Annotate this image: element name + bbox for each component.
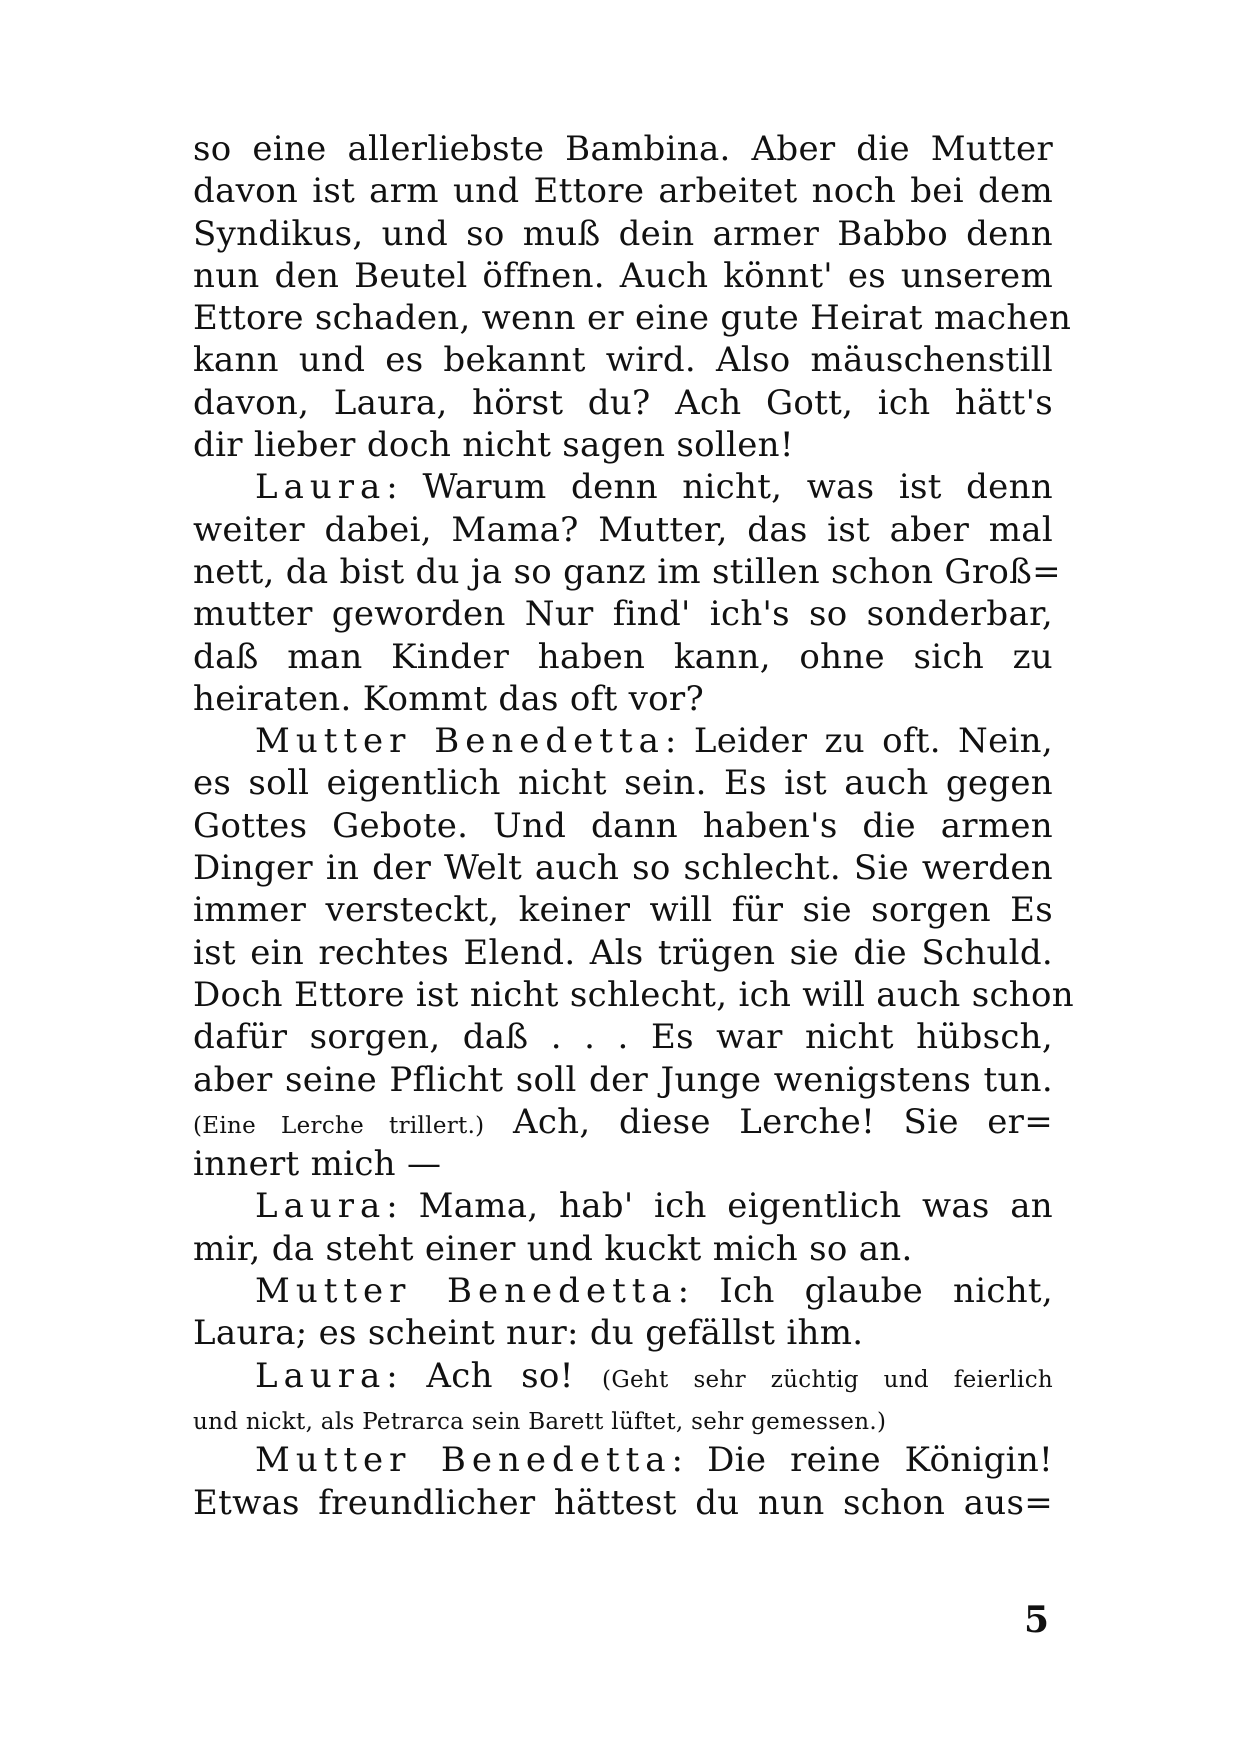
line-text: nun den Beutel öffnen. Auch könnt' es unserem	[193, 255, 1053, 296]
line-text: mutter geworden Nur find' ich's so sonderbar,	[193, 594, 1053, 635]
line-text: heiraten. Kommt das oft vor?	[193, 678, 704, 719]
speaker-name: Mutter Benedetta	[255, 721, 665, 762]
line-text: ist ein rechtes Elend. Als trügen sie die Schuld.	[193, 932, 1053, 973]
text-line	[193, 593, 1053, 635]
text-line	[193, 720, 1053, 762]
text-line	[193, 762, 1053, 804]
line-text: nett, da bist du ja so ganz im stillen schon Groß=	[193, 551, 1061, 592]
text-line	[193, 974, 1074, 1016]
line-text: aber seine Pflicht soll der Junge wenigstens tun.	[193, 1059, 1053, 1100]
line-text: : Ach so!	[386, 1355, 603, 1396]
stage-direction: (Eine Lerche trillert.)	[193, 1112, 485, 1139]
text-line	[193, 636, 1053, 678]
line-text: es soll eigentlich nicht sein. Es ist auch gegen	[193, 763, 1053, 804]
text-line	[193, 297, 1072, 339]
line-text: : Warum denn nicht, was ist denn	[386, 467, 1053, 508]
text-line	[193, 213, 1053, 255]
text-line	[193, 255, 1053, 297]
speaker-name: Mutter Benedetta	[255, 1271, 678, 1312]
line-text: : Ich glaube nicht,	[677, 1271, 1054, 1312]
text-line	[193, 889, 1053, 931]
line-text: : Die reine Königin!	[671, 1440, 1054, 1481]
page-number: 5	[1024, 1599, 1050, 1641]
text-line	[193, 847, 1053, 889]
line-text: immer versteckt, keiner will für sie sorgen Es	[193, 890, 1053, 931]
text-line	[193, 466, 1053, 508]
line-text: so eine allerliebste Bambina. Aber die Mutter	[193, 129, 1053, 169]
text-line	[193, 424, 1053, 466]
line-text: Etwas freundlicher hättest du nun schon aus=	[193, 1482, 1053, 1523]
stage-direction: und nickt, als Petrarca sein Barett lüftet, sehr gemessen.)	[193, 1408, 887, 1435]
text-line	[193, 1016, 1053, 1058]
text-line	[193, 128, 1053, 170]
line-text: : Mama, hab' ich eigentlich was an	[386, 1186, 1053, 1227]
text-line	[193, 1228, 1053, 1270]
text-line	[193, 678, 1053, 720]
line-text: Dinger in der Welt auch so schlecht. Sie werden	[193, 848, 1053, 889]
line-text: Laura; es scheint nur: du gefällst ihm.	[193, 1313, 864, 1354]
line-text: Ettore schaden, wenn er eine gute Heirat machen	[193, 298, 1072, 339]
line-text: dafür sorgen, daß . . . Es war nicht hübsch,	[193, 1017, 1053, 1058]
speaker-name: Laura	[255, 467, 387, 508]
line-text: kann und es bekannt wird. Also mäuschenstill	[193, 340, 1053, 381]
line-text: Doch Ettore ist nicht schlecht, ich will auch schon	[193, 974, 1074, 1015]
line-text: Syndikus, und so muß dein armer Babbo denn	[193, 213, 1053, 254]
text-line	[193, 1397, 1053, 1439]
speaker-name: Laura	[255, 1186, 387, 1227]
text-line	[193, 1143, 1053, 1185]
text-line	[193, 339, 1053, 381]
stage-direction: (Geht sehr züchtig und feierlich	[602, 1366, 1053, 1393]
text-line	[193, 509, 1053, 551]
line-text: weiter dabei, Mama? Mutter, das ist aber mal	[193, 509, 1053, 550]
speaker-name: Mutter Benedetta	[255, 1440, 672, 1481]
text-line	[193, 1059, 1053, 1101]
line-text: : Leider zu oft. Nein,	[664, 721, 1053, 762]
line-text: dir lieber doch nicht sagen sollen!	[193, 425, 794, 466]
text-line	[193, 170, 1053, 212]
text-line	[193, 932, 1053, 974]
text-line	[193, 1482, 1053, 1524]
line-text: daß man Kinder haben kann, ohne sich zu	[193, 636, 1053, 677]
line-text: Gottes Gebote. Und dann haben's die armen	[193, 805, 1053, 846]
text-line	[193, 1185, 1053, 1227]
text-line	[193, 1270, 1053, 1312]
line-text: Ach, diese Lerche! Sie er=	[484, 1101, 1053, 1142]
line-text: mir, da steht einer und kuckt mich so an.	[193, 1228, 913, 1269]
text-line	[193, 1101, 1053, 1143]
text-line	[193, 1439, 1053, 1481]
body-text	[193, 128, 1074, 1524]
text-line	[193, 805, 1053, 847]
line-text: davon, Laura, hörst du? Ach Gott, ich hätt's	[193, 382, 1053, 423]
text-line	[193, 382, 1053, 424]
line-text: davon ist arm und Ettore arbeitet noch bei dem	[193, 171, 1053, 212]
text-line	[193, 1312, 1053, 1354]
line-text: innert mich —	[193, 1144, 442, 1185]
speaker-name: Laura	[255, 1355, 387, 1396]
text-line	[193, 1355, 1053, 1397]
text-line	[193, 551, 1061, 593]
